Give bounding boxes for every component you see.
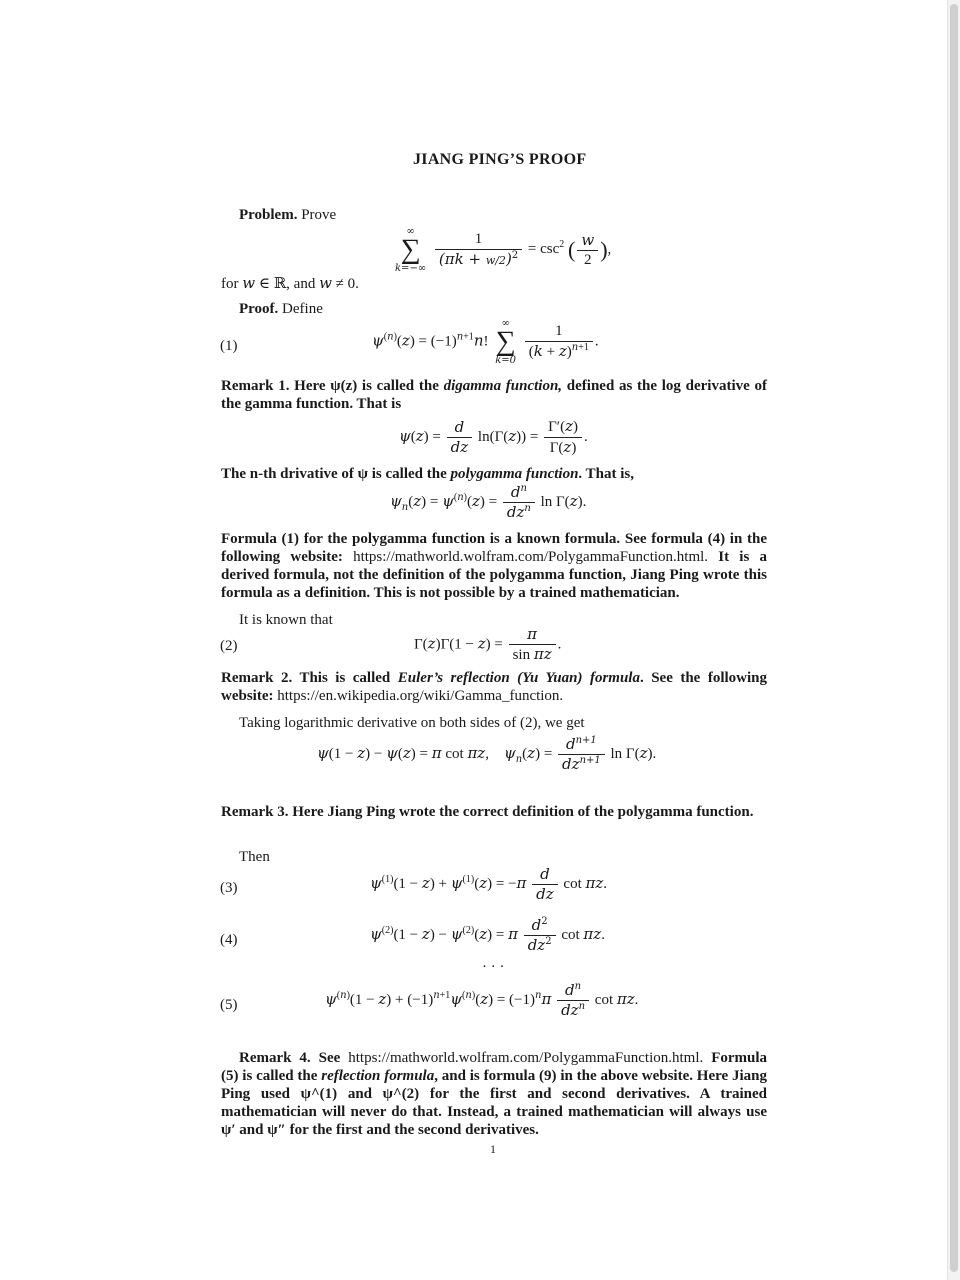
remark-1-text-d: . That is, — [578, 466, 634, 482]
problem-fraction: $\frac{1}{(\pi k + w/2)^2}$ — [435, 231, 522, 269]
remark-2-text-a: This is called — [299, 670, 391, 686]
problem-line — [239, 206, 336, 224]
remark-1-text-f: It is a derived formula, not the definition of the polygamma function, Jiang Ping wrote this formula as a definition. This is not possible by a trained mathematician. — [221, 549, 767, 601]
ellipsis: · · · — [482, 959, 505, 975]
remark-1-text-a: Here ψ(z) is called the — [294, 378, 439, 394]
remark-4-text-c: , and is formula (9) in the above website. Here Jiang Ping used ψ^(1) and ψ^(2) for the first and second derivatives. A trained mathematician will never do that. Instead, a trained mathematician will always use ψ′ and ψ″ for the first and the second derivatives. — [221, 1068, 767, 1138]
remark-1-continued — [221, 530, 767, 602]
remark-1-text-c: The n-th drivative of ψ is called the — [221, 466, 447, 482]
remark-2-emphasis: Euler’s reflection (Yu Yuan) formula — [397, 670, 640, 686]
problem-text: Prove — [301, 207, 337, 223]
remark-4-paragraph — [221, 1049, 767, 1139]
mathworld-link-2[interactable]: https://mathworld.wolfram.com/PolygammaFunction.html. — [348, 1050, 704, 1066]
remark-2-text-b: . See the following website: — [221, 670, 767, 704]
mathworld-link-1[interactable]: https://mathworld.wolfram.com/PolygammaFunction.html. — [353, 549, 709, 565]
sum-symbol: ∞ ∑ k=−∞ — [395, 226, 427, 274]
problem-label: Problem. — [239, 207, 298, 223]
equation-number-4: (4) — [220, 932, 238, 948]
remark-3-paragraph — [221, 803, 767, 821]
page-number: 1 — [490, 1142, 496, 1156]
remark-1-nth-line — [221, 465, 634, 483]
equation-number-1: (1) — [220, 338, 238, 354]
remark-3-label: Remark 3. — [221, 804, 289, 820]
remark-4-text-b: Formula (5) is called the — [221, 1050, 768, 1084]
remark-1-label: Remark 1. — [221, 378, 290, 394]
remark-4-label: Remark 4. — [239, 1050, 311, 1066]
proof-text: Define — [282, 301, 323, 317]
taking-line: Taking logarithmic derivative on both sides of (2), we get — [239, 715, 585, 731]
digamma-formula: ψ(z) = $\frac{d}{dz}$ ln(Γ(z)) = $\frac{\Gamma'(z)}{\Gamma(z)}$ . — [399, 417, 588, 456]
problem-condition: for w ∈ ℝ, and w ≠ 0. — [221, 274, 359, 292]
proof-label: Proof. — [239, 301, 279, 317]
remark-1-emphasis-polygamma: polygamma function — [450, 466, 579, 482]
remark-1-paragraph — [221, 377, 767, 413]
equation-2: Γ(z)Γ(1 − z) = $\frac{\pi}{\text{sin πz}}$ . — [414, 625, 562, 663]
remark-1-text-e: Formula (1) for the polygamma function is a known formula. See formula (4) in the following website: — [221, 531, 767, 565]
log-derivative-formula: ψ(1 − z) − ψ(z) = π cot πz, $\psi_n(z)$ = $\frac{d^{n+1}}{dz^{n+1}}$ ln Γ(z). — [317, 735, 657, 773]
equation-4: $\psi^{(2)}(1 - z) - \psi^{(2)}(z) = \pi$ $\frac{d^2}{dz^2}$ cot πz. — [370, 916, 605, 954]
remark-3-text: Here Jiang Ping wrote the correct definition of the polygamma function. — [292, 804, 754, 820]
equation-3: $\psi^{(1)}(1 - z) + \psi^{(1)}(z) = -\pi$ $\frac{d}{dz}$ cot πz. — [370, 865, 608, 903]
vertical-scrollbar[interactable] — [947, 0, 960, 1280]
scrollbar-thumb[interactable] — [950, 4, 958, 1272]
equation-1: $\psi^{(n)}(z) = (-1)^{n+1}n$! ∞ ∑ k=0 $\frac{1}{(k + z)^{n+1}}$ . — [372, 318, 599, 366]
proof-line — [239, 300, 323, 318]
remark-2-label: Remark 2. — [221, 670, 293, 686]
known-line: It is known that — [239, 612, 333, 628]
polygamma-formula: $\psi_n(z) = \psi^{(n)}(z)$ = $\frac{d^n}{dz^n}$ ln Γ(z). — [390, 483, 587, 521]
remark-1-text-b: defined as the log derivative of the gamma function. That is — [221, 378, 767, 412]
then-line: Then — [239, 849, 270, 865]
page-title: JIANG PING’S PROOF — [413, 151, 587, 168]
remark-2-paragraph — [221, 669, 767, 705]
wikipedia-link[interactable]: https://en.wikipedia.org/wiki/Gamma_function. — [277, 688, 564, 704]
remark-1-emphasis-digamma: digamma function, — [443, 378, 563, 394]
problem-formula: ∞ ∑ k=−∞ $\frac{1}{(\pi k + w/2)^2}$ = $\csc^2$ ( $\frac{w}{2}$ ), — [395, 226, 612, 274]
equation-number-2: (2) — [220, 638, 238, 654]
remark-4-emphasis: reflection formula — [321, 1068, 435, 1084]
equation-number-3: (3) — [220, 880, 238, 896]
equation-number-5: (5) — [220, 997, 238, 1013]
equation-5: $\psi^{(n)}(1 - z) + (-1)^{n+1}\psi^{(n)}(z) = (-1)^n\pi$ $\frac{d^n}{dz^n}$ cot πz. — [325, 981, 639, 1019]
remark-4-text-a: See — [318, 1050, 341, 1066]
